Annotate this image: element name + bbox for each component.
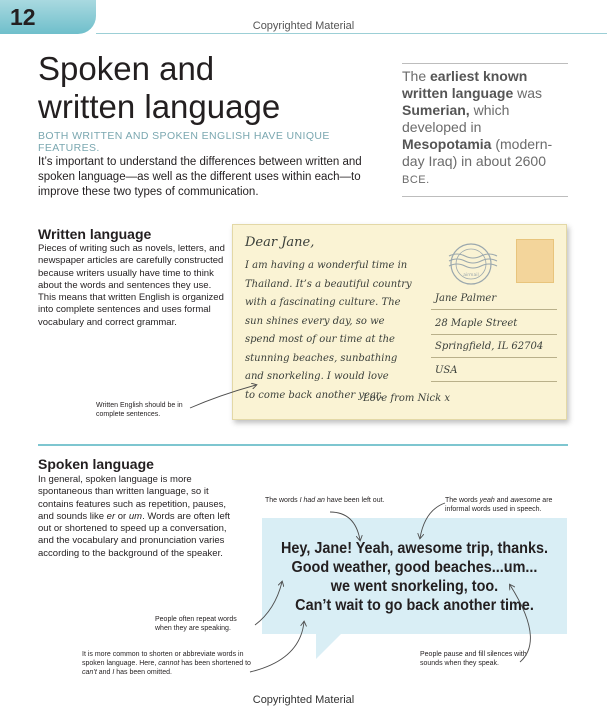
postcard-line: with a fascinating culture. The [245, 297, 401, 308]
page-number: 12 [10, 4, 36, 30]
note-informal: The words yeah and awesome are informal words used in speech. [445, 497, 553, 513]
postcard-line: Thailand. It’s a beautiful country [245, 278, 412, 290]
title-line-1: Spoken and [38, 50, 215, 87]
page-subtitle: BOTH WRITTEN AND SPOKEN ENGLISH HAVE UNIQUE FEATURES. [38, 130, 330, 154]
spoken-heading: Spoken language [38, 456, 154, 472]
era-label: BCE. [402, 174, 430, 186]
arrow-written-note [190, 385, 256, 408]
fact-box: The earliest known written language was Sumerian, which developed in Mesopotamia (modern-day Iraq) in about 2600 BCE. [402, 68, 553, 186]
postcard-sign-off: Love from Nick x [363, 393, 450, 404]
postcard-greeting: Dear Jane, [245, 235, 315, 250]
postcard-line: to come back another year. [245, 389, 383, 401]
spoken-body: In general, spoken language is more spontaneous than written language, so it contains features such as repetition, pauses, and sounds like er or um. Words are often left out or shortened to speed up a conversation, and the vocabulary and pronunciation varies according to the background of the speaker. [38, 474, 231, 559]
copyright-top: Copyrighted Material [252, 20, 355, 32]
note-pause: People pause and fill silences with sounds when they speak. [420, 651, 527, 667]
note-shorten: It is more common to shorten or abbreviate words in spoken language. Here, cannot has been shortened to can’t and I has been omitted. [82, 651, 251, 676]
written-body: Pieces of writing such as novels, letters, and newspaper articles are carefully constructed because writers usually have time to think about the words and sentences they use. This means that written English is organized into complete sentences and uses formal vocabulary and correct grammar. [38, 243, 225, 328]
speech-line: Can’t wait to go back another time. [295, 597, 534, 614]
postcard-line: and snorkeling. I would love [245, 371, 389, 382]
note-left-out: The words I had an have been left out. [265, 497, 385, 504]
address-line-1: Jane Palmer [435, 293, 497, 304]
arrow-shorten [250, 622, 304, 672]
postcard-line: stunning beaches, sunbathing [245, 352, 398, 364]
postcard-line: sun shines every day, so we [245, 315, 385, 327]
title-line-2: written language [38, 88, 281, 125]
address-line-3: Springfield, IL 62704 [435, 341, 544, 352]
postmark-text: airmail [463, 273, 479, 278]
arrow-informal [420, 503, 445, 538]
speech-line: we went snorkeling, too. [330, 578, 499, 595]
arrow-repeat [255, 582, 282, 625]
intro-paragraph: It’s important to understand the differences between written and spoken language—as well as the different uses within each—to improve these two types of communication. [38, 156, 362, 198]
speech-line: Good weather, good beaches...um... [291, 559, 538, 576]
address-line-4: USA [435, 365, 458, 376]
copyright-bottom: Copyrighted Material [252, 694, 355, 706]
address-line-2: 28 Maple Street [435, 318, 518, 329]
postcard-line: spend most of our time at the [245, 334, 395, 345]
arrow-left-out [330, 512, 360, 540]
speech-line: Hey, Jane! Yeah, awesome trip, thanks. [280, 540, 549, 557]
written-heading: Written language [38, 226, 152, 242]
written-note: Written English should be in complete sentences. [96, 402, 183, 418]
note-repeat: People often repeat words when they are speaking. [155, 616, 237, 632]
postcard-line: I am having a wonderful time in [245, 260, 408, 271]
arrow-pause [510, 585, 530, 662]
